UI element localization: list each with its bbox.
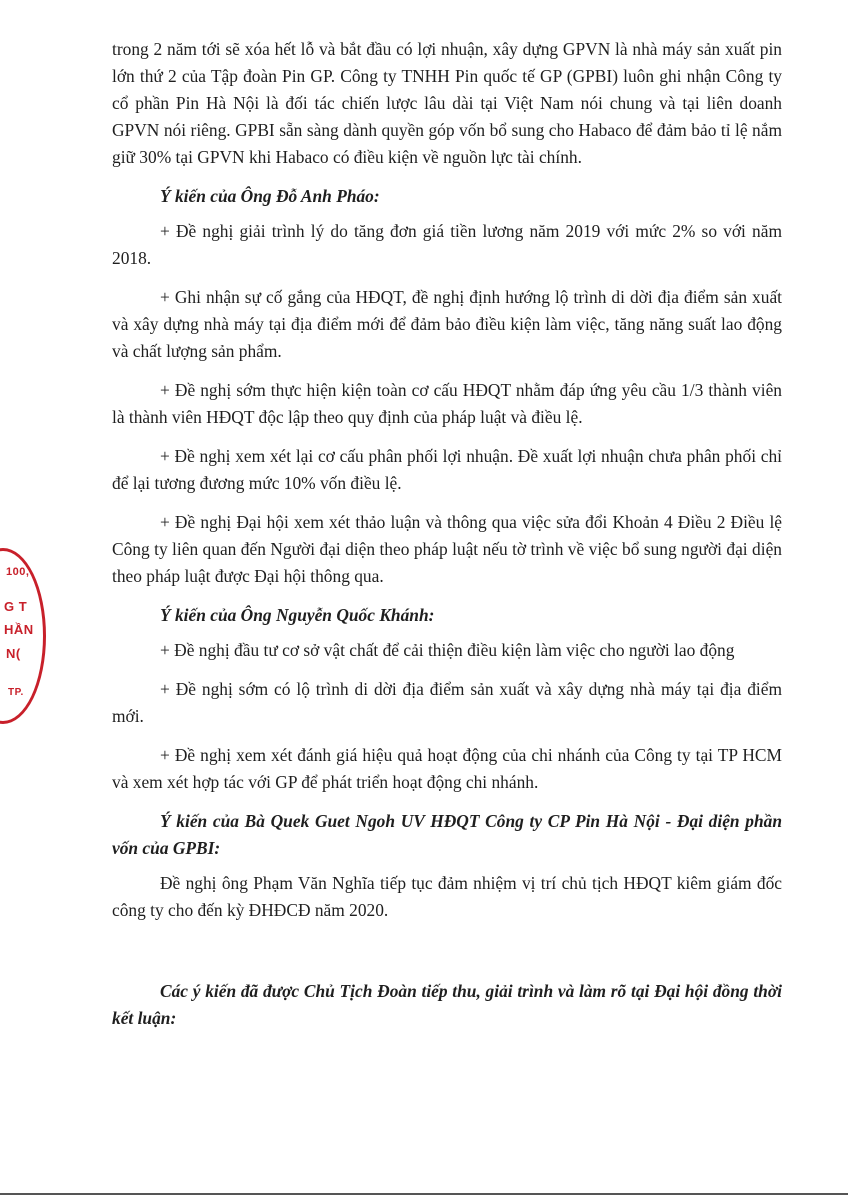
seal-text-3: HẦN (4, 622, 34, 637)
seal-text-2: G T (4, 599, 28, 614)
section-heading-nguyen-quoc-khanh: Ý kiến của Ông Nguyễn Quốc Khánh: (160, 605, 435, 625)
list-item: + Đề nghị giải trình lý do tăng đơn giá tiền lương năm 2019 với mức 2% so với năm 2018. (112, 221, 782, 268)
list-item: + Ghi nhận sự cố gắng của HĐQT, đề nghị định hướng lộ trình di dời địa điểm sản xuất và xây dựng nhà máy tại địa điểm mới để đảm bảo điều kiện làm việc, tăng năng suất lao động và chất lượng sản phẩm. (112, 287, 782, 361)
section-heading-quek-guet-ngoh: Ý kiến của Bà Quek Guet Ngoh UV HĐQT Công ty CP Pin Hà Nội - Đại diện phần vốn của GPBI: (112, 811, 782, 858)
conclusion-heading: Các ý kiến đã được Chủ Tịch Đoàn tiếp thu, giải trình và làm rõ tại Đại hội đồng thời kết luận: (112, 981, 782, 1028)
list-item: + Đề nghị xem xét đánh giá hiệu quả hoạt động của chi nhánh của Công ty tại TP HCM và xem xét hợp tác với GP để phát triển hoạt động chi nhánh. (112, 745, 782, 792)
list-item: + Đề nghị đầu tư cơ sở vật chất để cải thiện điều kiện làm việc cho người lao động (160, 640, 735, 660)
page-bottom-edge (0, 1193, 848, 1195)
seal-text-1: 100, (6, 566, 30, 578)
list-item: + Đề nghị Đại hội xem xét thảo luận và thông qua việc sửa đổi Khoản 4 Điều 2 Điều lệ Công ty liên quan đến Người đại diện theo pháp luật nếu tờ trình về việc bổ sung người đại diện theo pháp luật được Đại hội thông qua. (112, 512, 782, 586)
seal-text-5: TP. (8, 687, 24, 698)
seal-text-4: N( (6, 646, 21, 661)
section-heading-do-anh-phao: Ý kiến của Ông Đỗ Anh Pháo: (160, 186, 380, 206)
list-item: + Đề nghị xem xét lại cơ cấu phân phối lợi nhuận. Đề xuất lợi nhuận chưa phân phối chỉ để lại tương đương mức 10% vốn điều lệ. (112, 446, 782, 493)
opinion-text: Đề nghị ông Phạm Văn Nghĩa tiếp tục đảm nhiệm vị trí chủ tịch HĐQT kiêm giám đốc công ty cho đến kỳ ĐHĐCĐ năm 2020. (112, 873, 782, 920)
intro-paragraph: trong 2 năm tới sẽ xóa hết lỗ và bắt đầu có lợi nhuận, xây dựng GPVN là nhà máy sản xuất pin lớn thứ 2 của Tập đoàn Pin GP. Công ty TNHH Pin quốc tế GP (GPBI) luôn ghi nhận Công ty cổ phần Pin Hà Nội là đối tác chiến lược lâu dài tại Việt Nam nói chung và tại liên doanh GPVN nói riêng. GPBI sẵn sàng dành quyền góp vốn bổ sung cho Habaco để đảm bảo tỉ lệ nắm giữ 30% tại GPVN khi Habaco có điều kiện về nguồn lực tài chính. (112, 39, 782, 167)
spacer (112, 936, 782, 978)
list-item: + Đề nghị sớm có lộ trình di dời địa điểm sản xuất và xây dựng nhà máy tại địa điểm mới. (112, 679, 782, 726)
document-body (112, 36, 782, 1040)
list-item: + Đề nghị sớm thực hiện kiện toàn cơ cấu HĐQT nhằm đáp ứng yêu cầu 1/3 thành viên là thành viên HĐQT độc lập theo quy định của pháp luật và điều lệ. (112, 380, 782, 427)
